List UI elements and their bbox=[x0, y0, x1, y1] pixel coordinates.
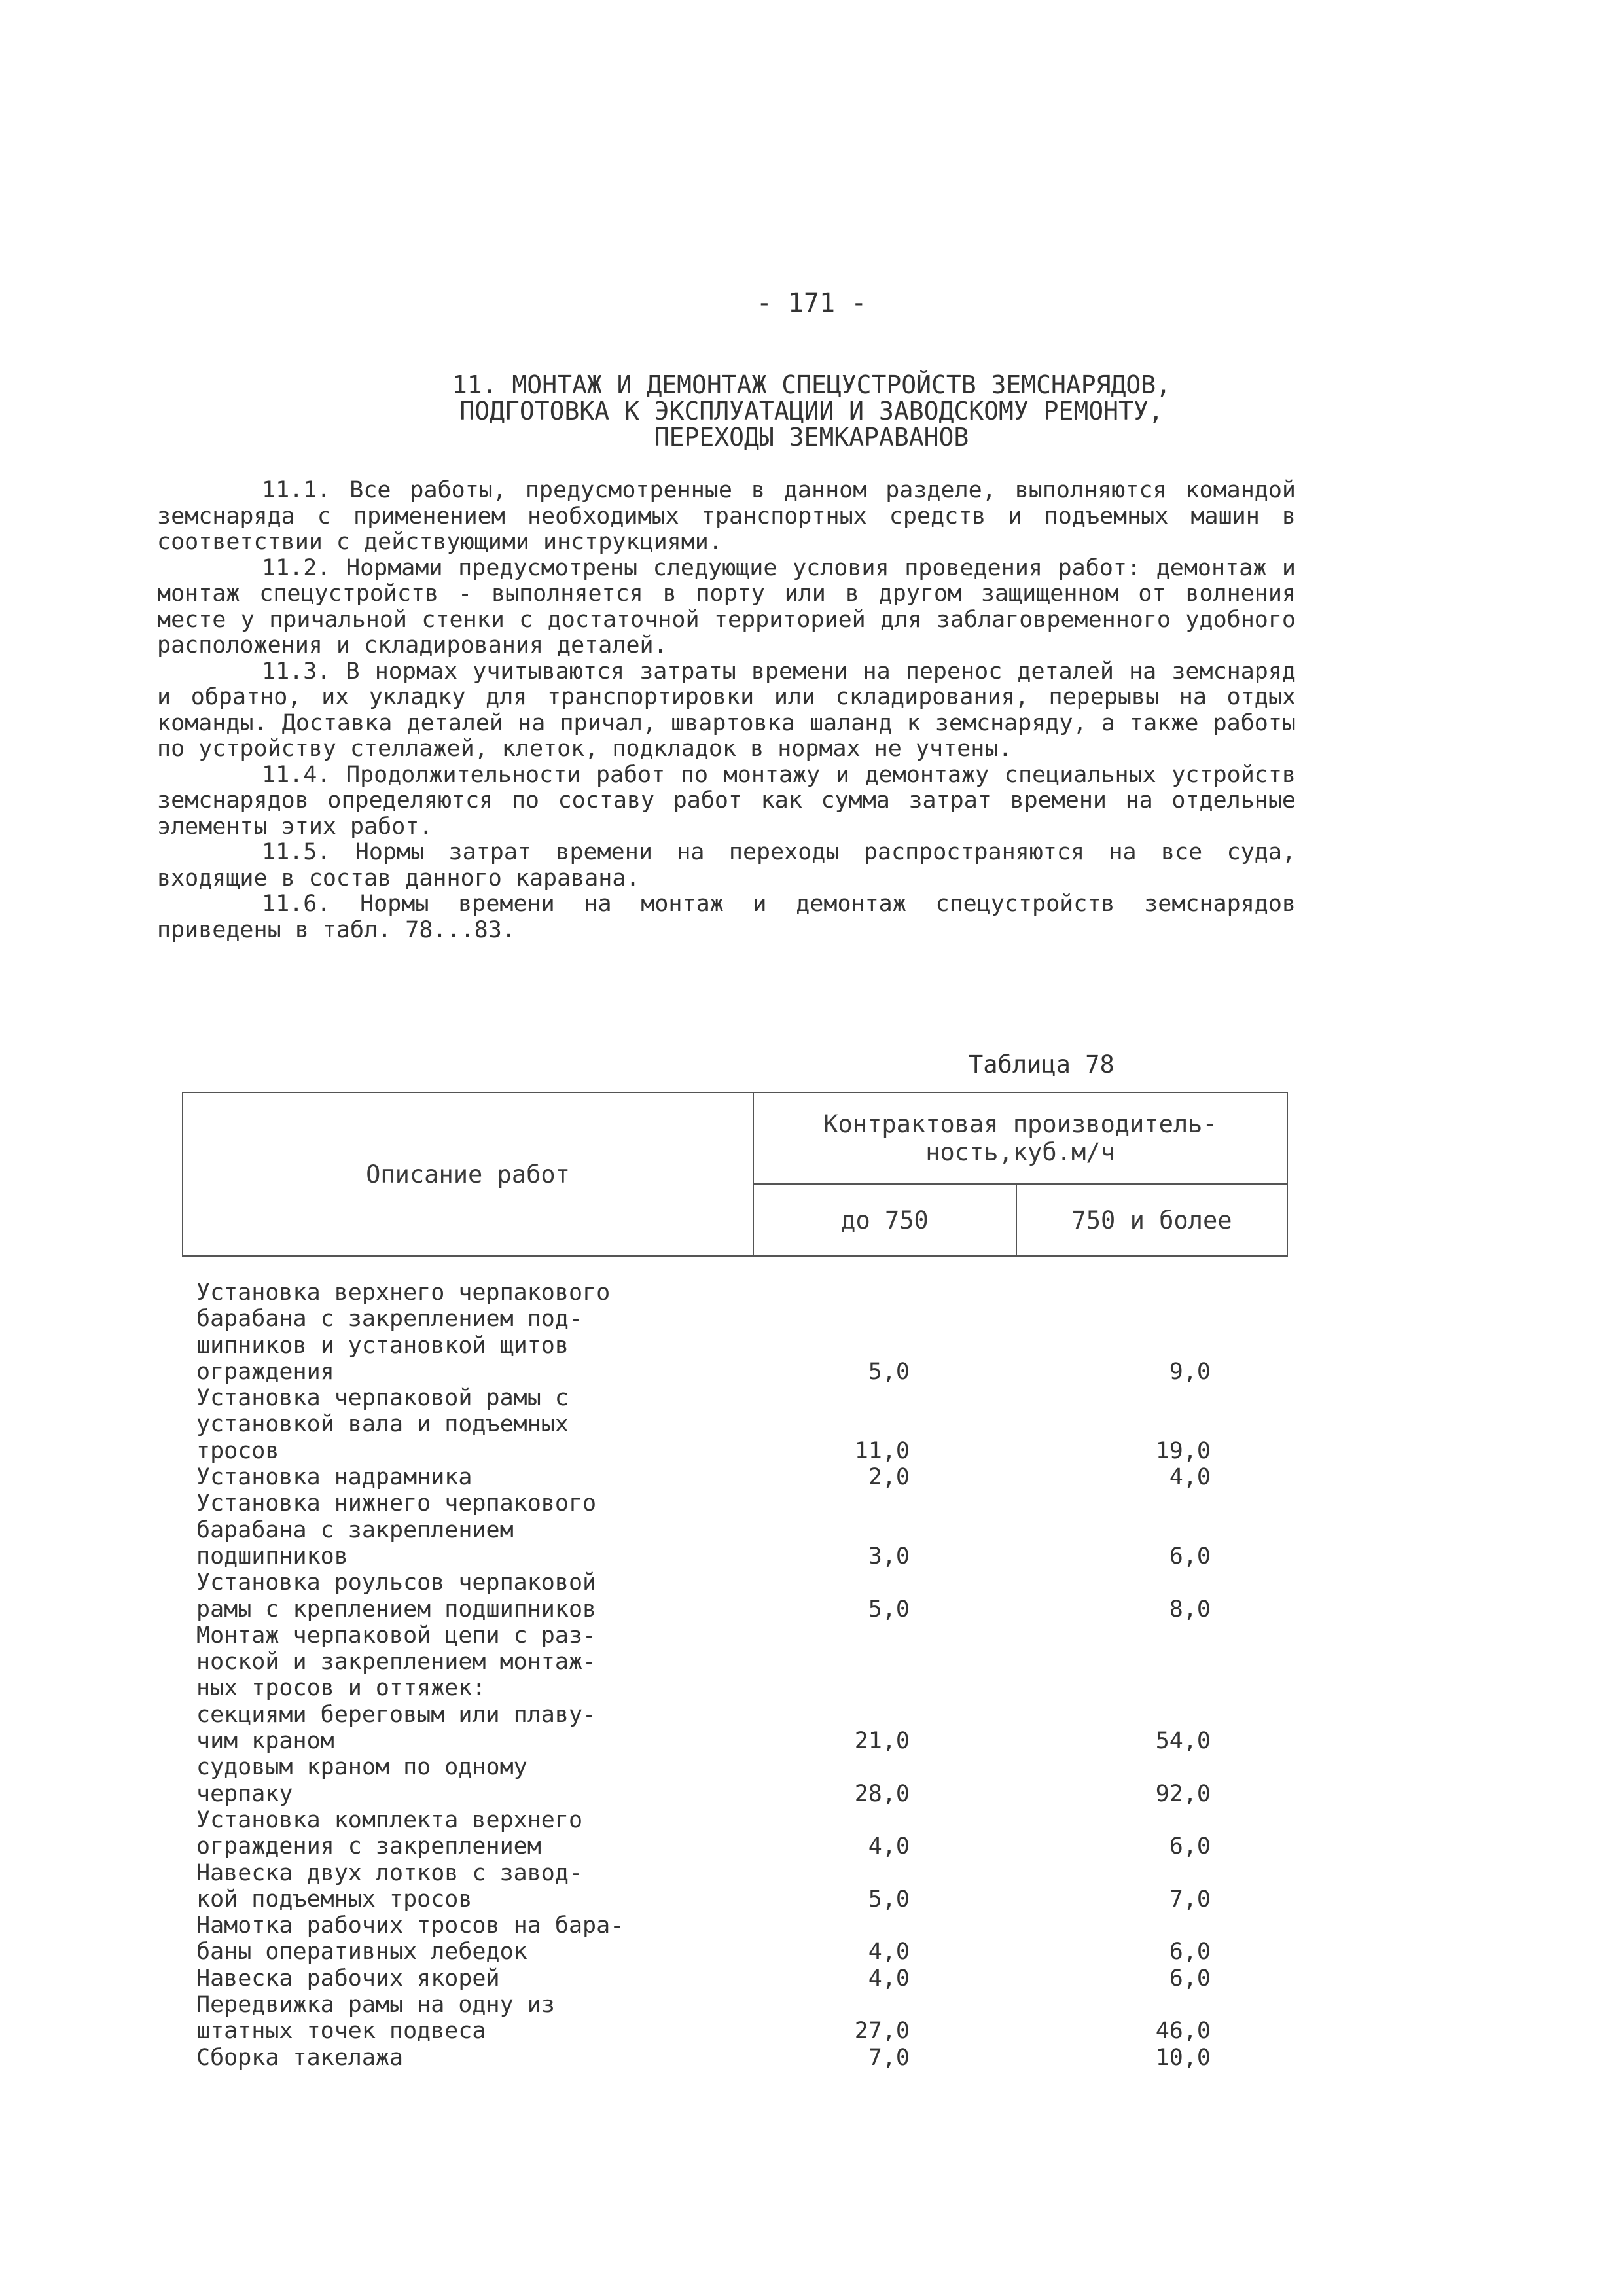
table-row bbox=[196, 1702, 1243, 1755]
row-description bbox=[196, 1623, 753, 1702]
section-title-line: ПОДГОТОВКА К ЭКСПЛУАТАЦИИ И ЗАВОДСКОМУ РЕМОНТУ, bbox=[459, 397, 1164, 425]
row-description-line: Намотка рабочих тросов на бара- bbox=[196, 1912, 624, 1939]
table-row bbox=[196, 1754, 1243, 1807]
table-row bbox=[196, 1464, 1243, 1490]
row-description bbox=[196, 2045, 753, 2071]
table-body bbox=[196, 1280, 1243, 2071]
table-row bbox=[196, 2045, 1243, 2071]
row-description bbox=[196, 1280, 753, 1385]
paragraph-11-2: 11.2. Нормами предусмотрены следующие условия проведения работ: демонтаж и монтаж спецустройств - выполняется в порту или в другом защищенном от волнения месте у причальной стенки с достаточной территорией для заблаговременного удобного расположения и складирования деталей. bbox=[157, 554, 1296, 658]
table-row bbox=[196, 1385, 1243, 1464]
row-description-line: ограждения с закреплением bbox=[196, 1833, 541, 1860]
row-description-line: судовым краном по одному bbox=[196, 1754, 527, 1781]
row-description bbox=[196, 1992, 753, 2045]
row-description-line: кой подъемных тросов bbox=[196, 1886, 473, 1912]
section-title bbox=[0, 372, 1623, 450]
row-description-line: Навеска рабочих якорей bbox=[196, 1965, 500, 1992]
header-col-2: 750 и более bbox=[1016, 1184, 1287, 1256]
header-group bbox=[753, 1092, 1287, 1184]
row-description-line: Установка роульсов черпаковой bbox=[196, 1570, 597, 1596]
header-description: Описание работ bbox=[183, 1092, 753, 1256]
value-up-to-750: 28,0 bbox=[854, 1780, 910, 1807]
row-description-line: ноской и закреплением монтаж- bbox=[196, 1649, 597, 1676]
value-750-and-more: 6,0 bbox=[1169, 1939, 1211, 1965]
row-description-line: Навеска двух лотков с завод- bbox=[196, 1859, 583, 1886]
value-up-to-750: 5,0 bbox=[868, 1596, 910, 1623]
row-description-line: Монтаж черпаковой цепи с раз- bbox=[196, 1622, 597, 1649]
row-description-line: барабана с закреплением под- bbox=[196, 1306, 583, 1333]
row-description bbox=[196, 1912, 753, 1965]
row-description-line: штатных точек подвеса bbox=[196, 2018, 486, 2045]
table-row bbox=[196, 1623, 1243, 1702]
row-description-line: шипников и установкой щитов bbox=[196, 1332, 569, 1359]
value-up-to-750: 7,0 bbox=[868, 2044, 910, 2071]
row-description-line: ограждения bbox=[196, 1358, 334, 1385]
row-description-line: секциями береговым или плаву- bbox=[196, 1701, 597, 1728]
row-description-line: подшипников bbox=[196, 1543, 348, 1570]
value-750-and-more: 6,0 bbox=[1169, 1543, 1211, 1570]
row-description bbox=[196, 1860, 753, 1913]
table-row bbox=[196, 1965, 1243, 1992]
paragraph-11-4: 11.4. Продолжительности работ по монтажу и демонтажу специальных устройств земснарядов определяются по составу работ как сумма затрат времени на отдельные элементы этих работ. bbox=[157, 761, 1296, 840]
value-up-to-750: 2,0 bbox=[868, 1464, 910, 1491]
value-750-and-more: 19,0 bbox=[1155, 1437, 1211, 1464]
row-description-line: барабана с закреплением bbox=[196, 1516, 514, 1543]
row-description-line: черпаку bbox=[196, 1780, 293, 1807]
value-750-and-more: 7,0 bbox=[1169, 1886, 1211, 1912]
row-description bbox=[196, 1385, 753, 1464]
row-description-line: Установка нижнего черпакового bbox=[196, 1490, 597, 1517]
row-description bbox=[196, 1807, 753, 1860]
value-750-and-more: 4,0 bbox=[1169, 1464, 1211, 1491]
value-750-and-more: 6,0 bbox=[1169, 1833, 1211, 1860]
paragraph-11-1: 11.1. Все работы, предусмотренные в данном разделе, выполняются командой земснаряда с применением необходимых транспортных средств и подъемных машин в соответствии с действующими инструкциями. bbox=[157, 477, 1296, 555]
row-description-line: ных тросов и оттяжек: bbox=[196, 1675, 486, 1702]
row-description-line: Установка надрамника bbox=[196, 1464, 473, 1491]
table-row bbox=[196, 1490, 1243, 1570]
header-group-line: ность,куб.м/ч bbox=[925, 1138, 1115, 1166]
value-750-and-more: 92,0 bbox=[1155, 1780, 1211, 1807]
table-row bbox=[196, 1280, 1243, 1385]
row-description-line: тросов bbox=[196, 1437, 279, 1464]
row-description-line: Установка верхнего черпакового bbox=[196, 1280, 611, 1306]
value-up-to-750: 5,0 bbox=[868, 1358, 910, 1385]
row-description-line: Сборка такелажа bbox=[196, 2044, 404, 2071]
section-title-line: ПЕРЕХОДЫ ЗЕМКАРАВАНОВ bbox=[654, 423, 969, 452]
table-header bbox=[182, 1092, 1288, 1257]
table-row bbox=[196, 1807, 1243, 1860]
row-description-line: Установка черпаковой рамы с bbox=[196, 1385, 569, 1412]
row-description bbox=[196, 1570, 753, 1623]
value-up-to-750: 11,0 bbox=[854, 1437, 910, 1464]
section-title-line: 11. МОНТАЖ И ДЕМОНТАЖ СПЕЦУСТРОЙСТВ ЗЕМСНАРЯДОВ, bbox=[452, 370, 1171, 399]
value-up-to-750: 4,0 bbox=[868, 1833, 910, 1860]
page-number: - 171 - bbox=[756, 288, 867, 318]
row-description-line: баны оперативных лебедок bbox=[196, 1939, 527, 1965]
value-750-and-more: 9,0 bbox=[1169, 1358, 1211, 1385]
value-up-to-750: 4,0 bbox=[868, 1939, 910, 1965]
row-description-line: рамы с креплением подшипников bbox=[196, 1596, 597, 1623]
value-up-to-750: 21,0 bbox=[854, 1728, 910, 1755]
row-description-line: Передвижка рамы на одну из bbox=[196, 1992, 555, 2018]
paragraph-11-3: 11.3. В нормах учитываются затраты времени на перенос деталей на земснаряд и обратно, их укладку для транспортировки или складирования, перерывы на отдых команды. Доставка деталей на причал, швартовка шаланд к земснаряду, а также работы по устройству стеллажей, клеток, подкладок в нормах не учтены. bbox=[157, 658, 1296, 762]
table-row bbox=[196, 1570, 1243, 1623]
value-750-and-more: 46,0 bbox=[1155, 2018, 1211, 2045]
paragraph-11-5: 11.5. Нормы затрат времени на переходы распространяются на все суда, входящие в состав данного каравана. bbox=[157, 839, 1296, 891]
value-up-to-750: 3,0 bbox=[868, 1543, 910, 1570]
row-description bbox=[196, 1464, 753, 1490]
body-text bbox=[157, 478, 1296, 943]
row-description bbox=[196, 1702, 753, 1755]
value-750-and-more: 8,0 bbox=[1169, 1596, 1211, 1623]
row-description-line: чим краном bbox=[196, 1728, 334, 1755]
header-group-line: Контрактовая производитель- bbox=[823, 1110, 1217, 1138]
value-up-to-750: 4,0 bbox=[868, 1965, 910, 1992]
row-description bbox=[196, 1754, 753, 1807]
row-description bbox=[196, 1490, 753, 1570]
value-750-and-more: 54,0 bbox=[1155, 1728, 1211, 1755]
table-row bbox=[196, 1860, 1243, 1913]
table-row bbox=[196, 1912, 1243, 1965]
row-description bbox=[196, 1965, 753, 1992]
value-750-and-more: 6,0 bbox=[1169, 1965, 1211, 1992]
table-caption: Таблица 78 bbox=[969, 1050, 1115, 1079]
row-description-line: Установка комплекта верхнего bbox=[196, 1806, 583, 1833]
value-750-and-more: 10,0 bbox=[1155, 2044, 1211, 2071]
row-description-line: установкой вала и подъемных bbox=[196, 1411, 569, 1438]
paragraph-11-6: 11.6. Нормы времени на монтаж и демонтаж спецустройств земснарядов приведены в табл. 78...83. bbox=[157, 891, 1296, 943]
header-col-1: до 750 bbox=[753, 1184, 1016, 1256]
value-up-to-750: 27,0 bbox=[854, 2018, 910, 2045]
value-up-to-750: 5,0 bbox=[868, 1886, 910, 1912]
table-row bbox=[196, 1992, 1243, 2045]
